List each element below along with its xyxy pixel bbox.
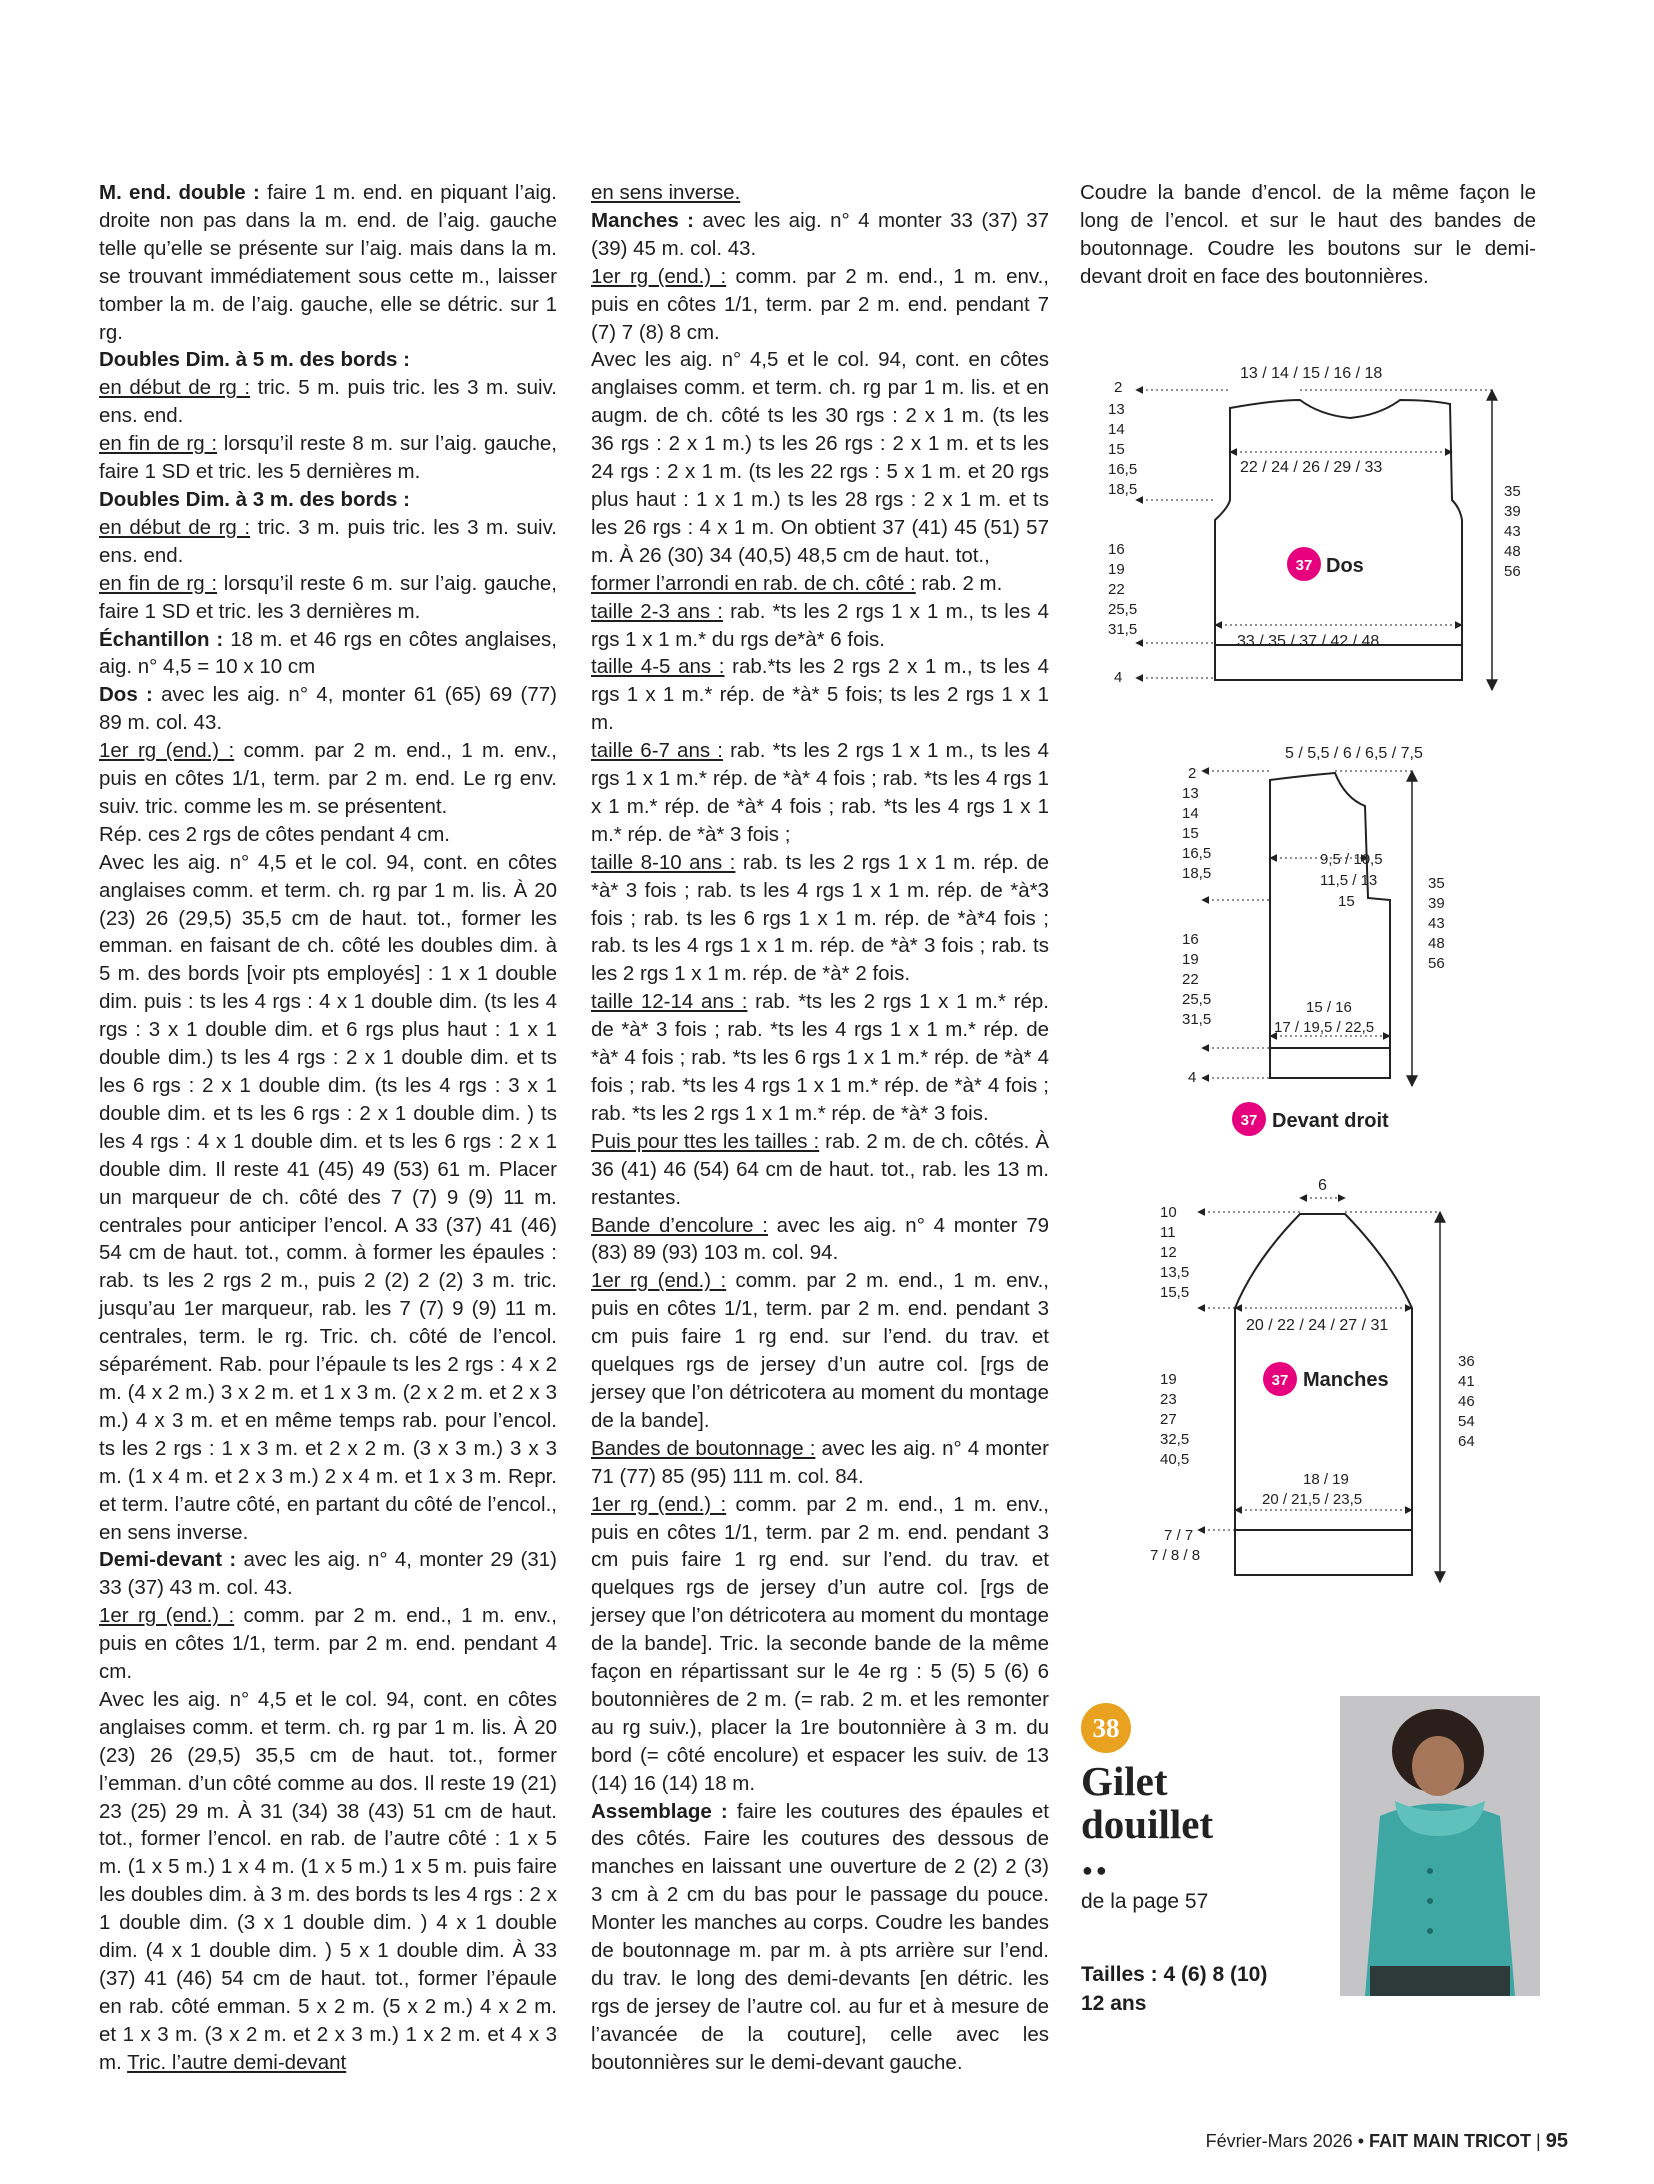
- column-right: [1080, 179, 1536, 291]
- svg-text:37: 37: [1240, 1112, 1258, 1129]
- paragraph: [99, 737, 557, 821]
- paragraph: [99, 486, 557, 514]
- paragraph: [591, 988, 1049, 1128]
- svg-text:43: 43: [1428, 915, 1445, 932]
- paragraph: [99, 681, 557, 737]
- paragraph: [99, 626, 557, 682]
- svg-text:39: 39: [1428, 895, 1445, 912]
- paragraph: [99, 1686, 557, 2077]
- svg-text:40,5: 40,5: [1160, 1451, 1190, 1468]
- pattern-number-badge: 38: [1081, 1703, 1131, 1753]
- paragraph-text: tric. 5 m. puis tric. les 3 m. suiv. ens. end.: [99, 376, 557, 428]
- paragraph-text: Coudre la bande d’encol. de la même façon le long de l’encol. et sur le haut des bandes de boutonnage. Coudre les boutons sur le demi-devant droit en face des boutonnières.: [1080, 181, 1536, 288]
- paragraph-text: Avec les aig. n° 4,5 et le col. 94, cont. en côtes anglaises comm. et term. ch. rg par 1 m. lis. À 20 (23) 26 (29,5) 35,5 cm de haut. tot., former l’emman. d’un côté comme au dos. Il reste 19 (21) 23 (25) 29 m. À 31 (34) 38 (43) 51 cm de haut. tot., former l’encol. en rab. de l’autre côté : 1 x 5 m. (1 x 5 m.) 1 x 4 m. (1 x 5 m.) 1 x 5 m. puis faire les doubles dim. à 3 m. des bords ts les 4 rgs : 2 x 1 double dim. (3 x 1 double dim. ) 4 x 1 double dim. (4 x 1 double dim. ) 5 x 1 double dim. À 33 (37) 41 (46) 54 cm de haut. tot., former l’épaule en rab. côté emman. 5 x 2 m. (5 x 2 m.) 4 x 2 m. et 1 x 3 m. (3 x 2 m. et 2 x 3 m.) 1 x 2 m. et 4 x 3 m.: [99, 1687, 557, 2074]
- devant-inner-labels: [1320, 851, 1383, 910]
- paragraph-subheading: taille 2-3 ans :: [591, 599, 723, 623]
- svg-text:37: 37: [1271, 1372, 1289, 1389]
- paragraph-text: comm. par 2 m. end., 1 m. env., puis en côtes 1/1, term. par 2 m. end. pendant 4 cm.: [99, 1604, 557, 1684]
- issue-date: Février-Mars 2026: [1205, 2131, 1353, 2151]
- manches-left-mid-values: [1160, 1371, 1189, 1468]
- paragraph: [591, 653, 1049, 737]
- devant-right-values: [1428, 875, 1445, 972]
- svg-text:7 / 8 / 8: 7 / 8 / 8: [1150, 1547, 1201, 1564]
- svg-text:16,5: 16,5: [1182, 845, 1212, 862]
- paragraph-subheading: en début de rg :: [99, 376, 251, 400]
- svg-text:31,5: 31,5: [1182, 1011, 1212, 1028]
- paragraph-subheading: Puis pour ttes les tailles :: [591, 1129, 820, 1153]
- paragraph: [591, 1128, 1049, 1212]
- svg-text:13,5: 13,5: [1160, 1264, 1190, 1281]
- svg-text:46: 46: [1458, 1393, 1475, 1410]
- paragraph: [591, 1798, 1049, 2077]
- paragraph: [99, 570, 557, 626]
- paragraph-text: faire les coutures des épaules et des côtés. Faire les coutures des dessous de manches en laissant une ouverture de 2 (2) 2 (3) 3 cm à 2 cm du bas pour le passage du pouce. Monter les manches au corps. Coudre les bandes de boutonnage m. par m. à pts arrière sur l’end. du trav. le long des demi-devants [en détric. les rgs de jersey de l’autre col. au fur et à mesure de l’avancée de la couture], celle avec les boutonnières sur le demi-devant gauche.: [591, 1799, 1049, 2074]
- paragraph-subheading: en début de rg :: [99, 515, 251, 539]
- paragraph-heading: Échantillon :: [99, 627, 224, 651]
- svg-text:11,5 / 13: 11,5 / 13: [1320, 872, 1378, 889]
- paragraph-subheading: 1er rg (end.) :: [591, 1269, 727, 1293]
- paragraph-text: avec les aig. n° 4, monter 61 (65) 69 (77) 89 m. col. 43.: [99, 683, 558, 735]
- paragraph: [99, 346, 557, 374]
- svg-text:12: 12: [1160, 1244, 1177, 1261]
- page-number: 95: [1545, 2130, 1568, 2152]
- paragraph-subheading: 1er rg (end.) :: [99, 1604, 235, 1628]
- svg-text:18 / 19: 18 / 19: [1303, 1471, 1349, 1488]
- paragraph-text: rab. *ts les 2 rgs 1 x 1 m.* rép. de *à* 3 fois ; rab. *ts les 4 rgs 1 x 1 m.* rép. de *à* 4 fois ; rab. *ts les 6 rgs 1 x 1 m.* rép. de *à* 4 fois ; rab. *ts les 4 rgs 1 x 1 m.* rép. de *à* 4 fois ; rab. *ts les 2 rgs 1 x 1 m.* rép. de *à* 3 fois.: [591, 990, 1049, 1125]
- paragraph-heading: Doubles Dim. à 5 m. des bords :: [99, 348, 410, 372]
- svg-text:54: 54: [1458, 1413, 1475, 1430]
- paragraph-heading: Manches :: [591, 208, 694, 232]
- paragraph-text: avec les aig. n° 4 monter 79 (83) 89 (93) 103 m. col. 94.: [591, 1213, 1049, 1265]
- svg-text:13: 13: [1182, 785, 1199, 802]
- svg-text:13: 13: [1108, 401, 1125, 418]
- svg-text:48: 48: [1428, 935, 1445, 952]
- paragraph: [99, 514, 557, 570]
- devant-label: Devant droit: [1272, 1110, 1389, 1132]
- svg-text:14: 14: [1108, 421, 1125, 438]
- svg-text:11: 11: [1160, 1224, 1176, 1241]
- paragraph-text: rab. 2 m. de ch. côtés. À 36 (41) 46 (54) 64 cm de haut. tot., rab. les 13 m. restantes.: [591, 1129, 1049, 1209]
- svg-text:15: 15: [1338, 893, 1355, 910]
- paragraph: [591, 1267, 1049, 1434]
- svg-text:39: 39: [1504, 503, 1521, 520]
- paragraph-heading: Dos :: [99, 683, 153, 707]
- paragraph-text: avec les aig. n° 4, monter 29 (31) 33 (37) 43 m. col. 43.: [99, 1548, 557, 1600]
- paragraph-subheading: Bandes de boutonnage :: [591, 1436, 816, 1460]
- svg-text:15,5: 15,5: [1160, 1284, 1190, 1301]
- paragraph-subheading: en fin de rg :: [99, 571, 218, 595]
- dos-bottom-label: 33 / 35 / 37 / 42 / 48: [1237, 633, 1380, 650]
- column-middle: [591, 179, 1049, 2077]
- svg-text:10: 10: [1160, 1204, 1177, 1221]
- diagram-dos: [1100, 340, 1540, 705]
- svg-text:2: 2: [1188, 765, 1197, 782]
- paragraph: [99, 374, 557, 430]
- paragraph: [591, 207, 1049, 263]
- svg-text:56: 56: [1428, 955, 1445, 972]
- paragraph: [99, 821, 557, 849]
- paragraph: [591, 1491, 1049, 1798]
- svg-text:9,5 / 10,5: 9,5 / 10,5: [1320, 851, 1383, 868]
- svg-text:16,5: 16,5: [1108, 461, 1138, 478]
- paragraph-heading: Demi-devant :: [99, 1548, 237, 1572]
- paragraph: [591, 179, 1049, 207]
- paragraph-text: avec les aig. n° 4 monter 71 (77) 85 (95) 111 m. col. 84.: [591, 1436, 1049, 1488]
- svg-text:48: 48: [1504, 543, 1521, 560]
- paragraph-subheading: taille 8-10 ans :: [591, 850, 736, 874]
- devant-left-mid-values: [1182, 931, 1211, 1028]
- manches-left-bottom-values: [1150, 1527, 1200, 1564]
- svg-text:22: 22: [1108, 581, 1125, 598]
- paragraph: [99, 179, 557, 346]
- svg-text:16: 16: [1108, 541, 1125, 558]
- paragraph-text: Avec les aig. n° 4,5 et le col. 94, cont. en côtes anglaises comm. et term. ch. rg par 1 m. lis. À 20 (23) 26 (29,5) 35,5 cm de haut. tot., former les emman. en faisant de ch. côté les doubles dim. à 5 m. des bords [voir pts employés] : 1 x 1 double dim. puis : ts les 4 rgs : 4 x 1 double dim. (ts les 4 rgs : 3 x 1 double dim. et 6 rgs plus haut : 1 x 1 double dim.) ts les 4 rgs : 2 x 1 double dim. et ts les 6 rgs : 2 x 1 double dim. (ts les 4 rgs : 3 x 1 double dim. et ts les 6 rgs : 2 x 1 double dim. ) ts les 4 rgs : 4 x 1 double dim. et ts les 6 rgs : 2 x 1 double dim. Il reste 41 (45) 49 (53) 61 m. Placer un marqueur de ch. côté des 7 (7) 9 (9) 11 m. centrales pour anticiper l’encol. A 33 (37) 41 (46) 54 cm de haut. tot., comm. à former les épaules : rab. ts les 2 rgs 2 m., puis 2 (2) 2 (2) 3 m. tric. jusqu’au 1er marqueur, rab. les 7 (7) 9 (9) 11 m. centrales, term. le rg. Tric. ch. côté de l’encol. séparément. Rab. pour l’épaule ts les 2 rgs : 4 x 2 m. (4 x 2 m.) 3 x 2 m. et 1 x 3 m. (2 x 2 m. et 2 x 3 m.) 4 x 3 m. et en même temps rab. pour l’encol. ts les 2 rgs : 1 x 3 m. et 2 x 2 m. (3 x 3 m.) 3 x 3 m. (1 x 4 m. et 2 x 3 m.) 2 x 4 m. et 1 x 3 m. Repr. et term. l’autre côté, en partant du côté de l’encol., en sens inverse.: [99, 850, 557, 1544]
- dos-mid-label: 22 / 24 / 26 / 29 / 33: [1240, 459, 1383, 476]
- paragraph-text: rab.*ts les 2 rgs 2 x 1 m., ts les 4 rgs 1 x 1 m.* rép. de *à* 5 fois; ts les 2 rgs 1 x 1 m.: [591, 655, 1049, 735]
- paragraph-text: faire 1 m. end. en piquant l’aig. droite non pas dans la m. end. de l’aig. gauche telle qu’elle se présente sur l’aig. mais dans la m. se trouvant immédiatement sous cette m., laisser tomber la m. de l’aig. gauche, elle se détric. sur 1 rg.: [99, 181, 557, 344]
- paragraph-text: avec les aig. n° 4 monter 33 (37) 37 (39) 45 m. col. 43.: [591, 208, 1050, 260]
- svg-text:7 / 7: 7 / 7: [1164, 1527, 1194, 1544]
- page-footer: Février-Mars 2026 • FAIT MAIN TRICOT | 95: [1205, 2130, 1568, 2152]
- svg-text:20 / 21,5 / 23,5: 20 / 21,5 / 23,5: [1262, 1491, 1363, 1508]
- from-page-note: de la page 57: [1081, 1890, 1209, 1913]
- paragraph: [591, 346, 1049, 569]
- manches-label: Manches: [1303, 1369, 1389, 1391]
- paragraph-heading: Assemblage :: [591, 1799, 728, 1823]
- paragraph-text: rab. *ts les 2 rgs 1 x 1 m., ts les 4 rgs 1 x 1 m.* rép. de *à* 4 fois ; rab. *ts les 4 rgs 1 x 1 m.* rép. de *à* 4 fois ; rab. *ts les 4 rgs 1 x 1 m.* rép. de *à* 3 fois ;: [591, 739, 1049, 846]
- svg-text:37: 37: [1295, 557, 1313, 574]
- paragraph-text: rab. 2 m.: [915, 571, 1003, 595]
- svg-text:25,5: 25,5: [1182, 991, 1212, 1008]
- magazine-name: FAIT MAIN TRICOT: [1369, 2131, 1532, 2151]
- diagram-manches: [1140, 1170, 1500, 1615]
- paragraph-subheading: former l’arrondi en rab. de ch. côté :: [591, 571, 916, 595]
- svg-text:35: 35: [1428, 875, 1445, 892]
- paragraph-text: Rép. ces 2 rgs de côtes pendant 4 cm.: [99, 822, 450, 846]
- svg-text:18,5: 18,5: [1108, 481, 1138, 498]
- paragraph-subheading: taille 4-5 ans :: [591, 655, 725, 679]
- paragraph: [99, 430, 557, 486]
- paragraph: [591, 1435, 1049, 1491]
- svg-text:56: 56: [1504, 563, 1521, 580]
- svg-text:64: 64: [1458, 1433, 1475, 1450]
- devant-left-bottom-value: 4: [1188, 1069, 1197, 1086]
- column-left: [99, 179, 557, 2077]
- dos-label: Dos: [1326, 555, 1364, 577]
- manches-left-top-values: [1160, 1204, 1189, 1301]
- pattern-title: Gilet douillet: [1081, 1758, 1214, 1847]
- paragraph-heading: Doubles Dim. à 3 m. des bords :: [99, 487, 410, 511]
- child-cardigan-photo: [1340, 1696, 1540, 1996]
- paragraph: [591, 570, 1049, 598]
- svg-text:32,5: 32,5: [1160, 1431, 1190, 1448]
- svg-text:15 / 16: 15 / 16: [1306, 999, 1352, 1016]
- paragraph: [591, 1212, 1049, 1268]
- paragraph-text: rab. *ts les 2 rgs 1 x 1 m., ts les 4 rgs 1 x 1 m.* du rgs de*à* 6 fois.: [591, 599, 1049, 651]
- paragraph-text: comm. par 2 m. end., 1 m. env., puis en côtes 1/1, term. par 2 m. end. pendant 7 (7) 7 (8) 8 cm.: [591, 264, 1049, 344]
- difficulty-level: ●●: [1082, 1860, 1110, 1880]
- dos-left-top-values: [1108, 379, 1137, 498]
- paragraph-text: Avec les aig. n° 4,5 et le col. 94, cont. en côtes anglaises comm. et term. ch. rg par 1 m. lis. et en augm. de ch. côté ts les 30 rgs : 2 x 1 m. (ts les 36 rgs : 2 x 1 m.) ts les 26 rgs : 2 x 1 m. et ts les 24 rgs : 2 x 1 m. (ts les 22 rgs : 5 x 1 m. et 20 rgs plus haut : 1 x 1 m.) ts les 28 rgs : 2 x 1 m. et ts les 26 rgs : 4 x 1 m. On obtient 37 (41) 45 (51) 57 m. À 26 (30) 34 (40,5) 48,5 cm de haut. tot.,: [591, 348, 1049, 567]
- paragraph-text: comm. par 2 m. end., 1 m. env., puis en côtes 1/1, term. par 2 m. end. pendant 3 cm puis faire 1 rg end. sur l’end. du trav. et quelques rgs de jersey d’un autre col. [rgs de jersey que l’on détricotera au moment du montage de la bande].: [591, 1269, 1049, 1432]
- manches-top-label: 6: [1318, 1177, 1327, 1194]
- svg-text:43: 43: [1504, 523, 1521, 540]
- paragraph: [591, 263, 1049, 347]
- paragraph-continuation: Tric. l’autre demi-devant: [127, 2050, 347, 2074]
- dos-right-values: [1504, 483, 1521, 580]
- paragraph: [591, 598, 1049, 654]
- paragraph-text: 18 m. et 46 rgs en côtes anglaises, aig. n° 4,5 = 10 x 10 cm: [99, 627, 557, 679]
- paragraph-text: comm. par 2 m. end., 1 m. env., puis en côtes 1/1, term. par 2 m. end. pendant 3 cm puis faire 1 rg end. sur l’end. du trav. et quelques rgs de jersey d’un autre col. [rgs de jersey que l’on détricotera au moment du montage de la bande]. Tric. la seconde bande de la même façon en répartissant sur le 4e rg : 5 (5) 5 (6) 6 boutonnières de 2 m. (= rab. 2 m. et les remonter au rg suiv.), placer la 1re boutonnière à 3 m. du bord (= côté encolure) et espacer les suiv. de 13 (14) 16 (14) 18 m.: [591, 1492, 1049, 1795]
- manches-outline: [1235, 1214, 1412, 1575]
- svg-text:19: 19: [1108, 561, 1125, 578]
- svg-text:18,5: 18,5: [1182, 865, 1212, 882]
- paragraph-subheading: 1er rg (end.) :: [591, 1492, 727, 1516]
- manches-right-values: [1458, 1353, 1475, 1450]
- sizes-info: Tailles : 4 (6) 8 (10) 12 ans: [1081, 1963, 1268, 2015]
- paragraph-subheading: taille 6-7 ans :: [591, 739, 723, 763]
- paragraph-text: lorsqu’il reste 8 m. sur l’aig. gauche, faire 1 SD et tric. les 5 dernières m.: [99, 432, 557, 484]
- svg-text:35: 35: [1504, 483, 1521, 500]
- paragraph: [1080, 179, 1536, 291]
- svg-text:15: 15: [1182, 825, 1199, 842]
- svg-text:41: 41: [1458, 1373, 1475, 1390]
- paragraph: [99, 1602, 557, 1686]
- paragraph-text: lorsqu’il reste 6 m. sur l’aig. gauche, faire 1 SD et tric. les 3 dernières m.: [99, 571, 557, 623]
- svg-text:15: 15: [1108, 441, 1125, 458]
- devant-left-top-values: [1182, 765, 1211, 882]
- dos-left-mid-values: [1108, 541, 1137, 638]
- devant-bottom-labels: [1274, 999, 1374, 1036]
- svg-text:16: 16: [1182, 931, 1199, 948]
- paragraph-subheading: 1er rg (end.) :: [99, 739, 235, 763]
- paragraph: [99, 1546, 557, 1602]
- paragraph-subheading: en fin de rg :: [99, 432, 218, 456]
- svg-text:14: 14: [1182, 805, 1199, 822]
- svg-text:17 / 19,5 / 22,5: 17 / 19,5 / 22,5: [1274, 1019, 1375, 1036]
- svg-text:2: 2: [1114, 379, 1123, 396]
- paragraph-subheading: 1er rg (end.) :: [591, 264, 727, 288]
- svg-text:19: 19: [1182, 951, 1199, 968]
- paragraph-heading: M. end. double :: [99, 181, 260, 204]
- svg-text:23: 23: [1160, 1391, 1177, 1408]
- manches-bottom-labels: [1262, 1471, 1362, 1508]
- svg-text:31,5: 31,5: [1108, 621, 1138, 638]
- svg-text:36: 36: [1458, 1353, 1475, 1370]
- svg-text:27: 27: [1160, 1411, 1177, 1428]
- dos-left-bottom-value: 4: [1114, 669, 1123, 686]
- devant-top-label: 5 / 5,5 / 6 / 6,5 / 7,5: [1285, 745, 1423, 762]
- paragraph: [591, 849, 1049, 989]
- paragraph: [591, 737, 1049, 849]
- paragraph: [99, 849, 557, 1547]
- dos-top-label: 13 / 14 / 15 / 16 / 18: [1240, 365, 1383, 382]
- paragraph-subheading: Bande d’encolure :: [591, 1213, 768, 1237]
- svg-text:19: 19: [1160, 1371, 1177, 1388]
- paragraph-text: rab. ts les 2 rgs 1 x 1 m. rép. de *à* 3 fois ; rab. ts les 4 rgs 1 x 1 m. rép. de *à*3 fois ; rab. ts les 6 rgs 1 x 1 m. rép. de *à*4 fois ; rab. ts les 4 rgs 1 x 1 m. rép. de *à* 3 fois ; rab. ts les 2 rgs 1 x 1 m. rép. de *à* 2 fois.: [591, 850, 1049, 986]
- paragraph-subheading: en sens inverse.: [591, 181, 741, 204]
- svg-text:25,5: 25,5: [1108, 601, 1138, 618]
- paragraph-text: tric. 3 m. puis tric. les 3 m. suiv. ens. end.: [99, 515, 557, 567]
- diagram-devant-droit: [1160, 738, 1500, 1143]
- svg-text:22: 22: [1182, 971, 1199, 988]
- manches-mid-label: 20 / 22 / 24 / 27 / 31: [1246, 1317, 1389, 1334]
- paragraph-subheading: taille 12-14 ans :: [591, 990, 748, 1014]
- paragraph-text: comm. par 2 m. end., 1 m. env., puis en côtes 1/1, term. par 2 m. end. Le rg env. suiv. tric. comme les m. se présentent.: [99, 739, 557, 818]
